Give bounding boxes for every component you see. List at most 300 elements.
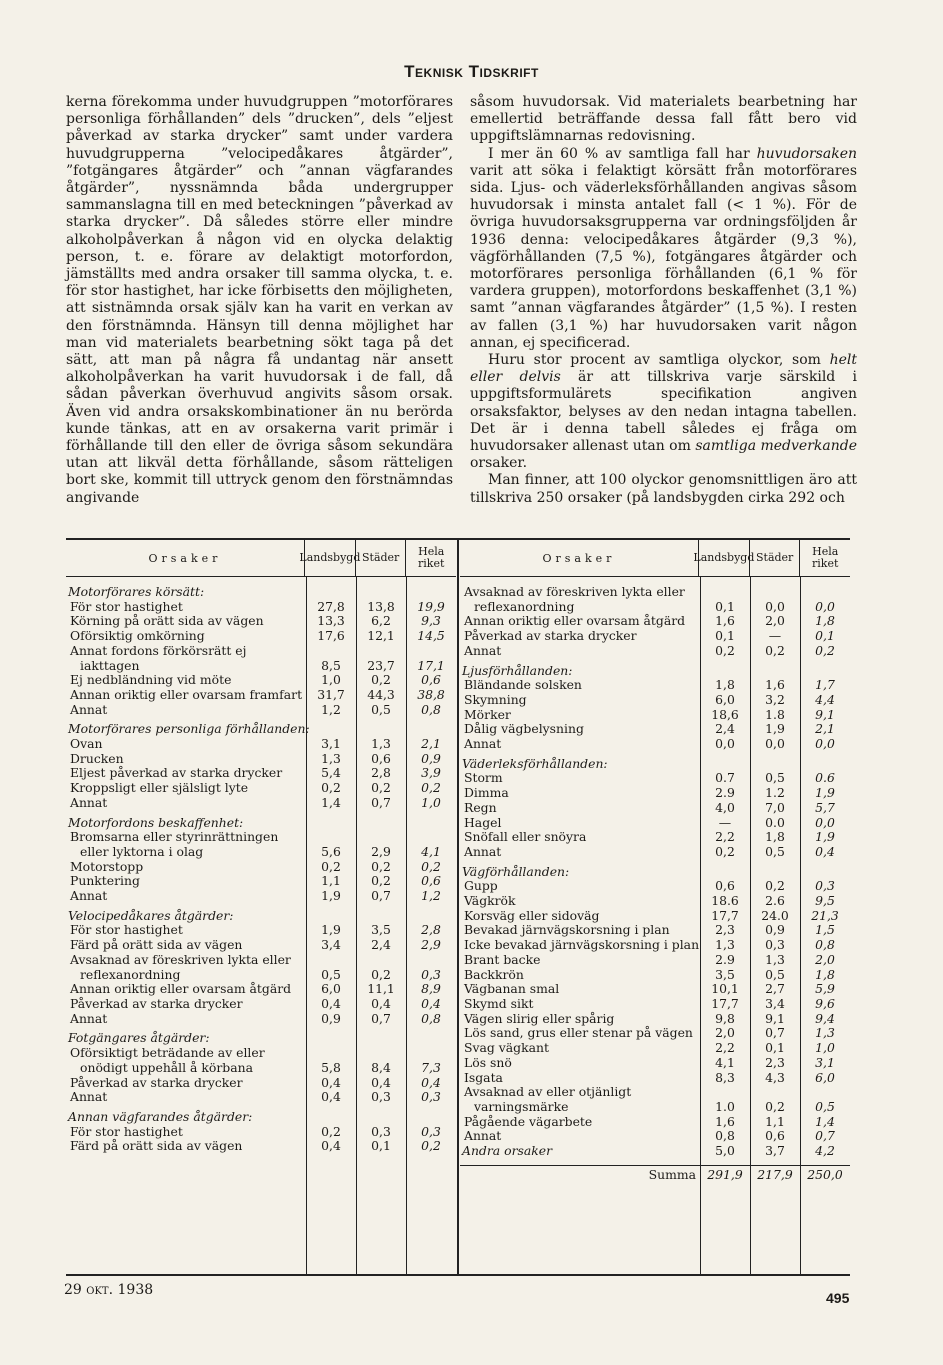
value-stader: 3,5 <box>371 922 391 938</box>
value-hela-riket: 0,1 <box>815 628 835 644</box>
value-landsbygd: 1,1 <box>321 873 341 889</box>
value-hela-riket: 0,8 <box>815 937 835 953</box>
value-hela-riket: 3,9 <box>421 765 441 781</box>
table-row <box>460 1071 850 1086</box>
value-landsbygd: 0,9 <box>321 1010 341 1026</box>
value-stader: 0,2 <box>371 858 391 874</box>
table-row <box>460 968 850 983</box>
table-row <box>66 737 456 752</box>
value-landsbygd: 1,0 <box>321 672 341 688</box>
value-hela-riket: 8,9 <box>421 981 441 997</box>
value-landsbygd: 0,0 <box>715 736 735 752</box>
cause-label: Gupp <box>464 878 498 894</box>
value-landsbygd: 0,2 <box>715 843 735 859</box>
value-landsbygd: 5,6 <box>321 843 341 859</box>
table-right-half <box>460 540 850 1274</box>
cause-label: Isgata <box>464 1069 503 1085</box>
value-hela-riket: 2,8 <box>421 922 441 938</box>
table-row <box>460 923 850 938</box>
cause-label: Annat <box>70 1089 108 1105</box>
value-hela-riket: 0,4 <box>421 1074 441 1090</box>
value-stader: 1,3 <box>765 951 785 967</box>
table-header <box>66 540 456 577</box>
value-landsbygd: 1,2 <box>321 701 341 717</box>
value-stader: 1,9 <box>765 721 785 737</box>
value-stader: 0,5 <box>765 966 785 982</box>
value-landsbygd: 0,4 <box>321 1089 341 1105</box>
table-row <box>66 1076 456 1091</box>
header-cause: Orsaker <box>66 540 305 576</box>
value-landsbygd: 17,7 <box>711 907 739 923</box>
table-row <box>66 1046 456 1075</box>
value-hela-riket: 1,8 <box>815 613 835 629</box>
value-landsbygd: 5,4 <box>321 765 341 781</box>
cause-label: Annat <box>70 794 108 810</box>
value-hela-riket: 5,9 <box>815 981 835 997</box>
value-landsbygd: 5,8 <box>321 1059 341 1075</box>
group-heading: Velocipedåkares åtgärder: <box>68 907 234 923</box>
value-stader: 2,4 <box>371 937 391 953</box>
table-row <box>460 1026 850 1041</box>
table-left-half <box>66 540 456 1274</box>
table-row <box>66 629 456 644</box>
value-hela-riket: 4,4 <box>815 691 835 707</box>
value-stader: 4,3 <box>765 1069 785 1085</box>
cause-label: Annat <box>70 701 108 717</box>
cause-label: Skymning <box>464 691 527 707</box>
value-hela-riket: 1,9 <box>815 829 835 845</box>
value-landsbygd: 0,4 <box>321 1074 341 1090</box>
value-landsbygd: 0,1 <box>715 598 735 614</box>
table-row <box>460 830 850 845</box>
value-stader: 1,1 <box>765 1113 785 1129</box>
value-landsbygd: 0,2 <box>321 780 341 796</box>
causes-table <box>66 538 850 1276</box>
value-hela-riket: 1,5 <box>815 922 835 938</box>
value-stader: 0.0 <box>765 814 785 830</box>
header-hela-riket: Hela riket <box>812 545 839 570</box>
value-stader: 9,1 <box>765 1010 785 1026</box>
table-row <box>66 688 456 703</box>
value-landsbygd: 2,0 <box>715 1025 735 1041</box>
value-hela-riket: 1,7 <box>815 677 835 693</box>
value-hela-riket: 9,4 <box>815 1010 835 1026</box>
value-landsbygd: 27,8 <box>317 598 345 614</box>
cause-label: Avsaknad av eller otjänligt varningsmärke <box>464 1084 632 1114</box>
value-stader: 12,1 <box>367 628 395 644</box>
table-row <box>66 614 456 629</box>
value-landsbygd: 8,5 <box>321 657 341 673</box>
value-landsbygd: 18.6 <box>711 893 739 909</box>
value-stader: 3,4 <box>765 995 785 1011</box>
cause-label: Snöfall eller snöyra <box>464 829 587 845</box>
cause-label: Påverkad av starka drycker <box>464 628 637 644</box>
value-landsbygd: 0,6 <box>715 878 735 894</box>
value-stader: 0,1 <box>765 1040 785 1056</box>
value-hela-riket: 0,9 <box>421 750 441 766</box>
table-row <box>66 889 456 904</box>
value-landsbygd: 3,1 <box>321 736 341 752</box>
value-hela-riket: 1,8 <box>815 966 835 982</box>
value-stader: 0,0 <box>765 598 785 614</box>
value-stader: 8,4 <box>371 1059 391 1075</box>
table-row <box>66 600 456 615</box>
value-hela-riket: 1,9 <box>815 785 835 801</box>
value-stader: 0,2 <box>371 672 391 688</box>
table-row <box>460 708 850 723</box>
paragraph: såsom huvudorsak. Vid materialets bearbetning har emellertid beträffande dessa fall fått bero vid uppgiftslämnarnas redovisning. <box>470 94 857 145</box>
value-stader: 3,7 <box>765 1143 785 1159</box>
value-hela-riket: 0,2 <box>421 1138 441 1154</box>
cause-label: Påverkad av starka drycker <box>70 1074 243 1090</box>
cause-label: Annan oriktig eller ovarsam framfart <box>70 686 303 702</box>
cause-label: Eljest påverkad av starka drycker <box>70 765 283 781</box>
value-landsbygd: 2,4 <box>715 721 735 737</box>
value-landsbygd: 2,2 <box>715 1040 735 1056</box>
cause-label: Bromsarna eller styrinrättningen eller lyktorna i olag <box>70 829 279 859</box>
value-landsbygd: 1,9 <box>321 922 341 938</box>
cause-label: Lös snö <box>464 1054 512 1070</box>
value-hela-riket: 0,8 <box>421 701 441 717</box>
table-row <box>66 1125 456 1140</box>
header-stader: Städer <box>356 540 407 576</box>
value-landsbygd: 1.0 <box>715 1098 735 1114</box>
cause-label: Annat <box>464 843 502 859</box>
table-row <box>460 982 850 997</box>
value-stader: 0,4 <box>371 1074 391 1090</box>
value-hela-riket: 0,7 <box>815 1128 835 1144</box>
value-landsbygd: 1,6 <box>715 1113 735 1129</box>
value-hela-riket: 9,1 <box>815 706 835 722</box>
value-hela-riket: 0,4 <box>815 843 835 859</box>
value-stader: 1,6 <box>765 677 785 693</box>
group-heading: Annan vägfarandes åtgärder: <box>68 1108 253 1124</box>
value-hela-riket: 9,5 <box>815 893 835 909</box>
value-stader: 0,5 <box>765 770 785 786</box>
table-row <box>460 693 850 708</box>
summa-landsbygd: 291,9 <box>707 1166 743 1182</box>
value-hela-riket: 38,8 <box>417 686 445 702</box>
value-stader: 13,8 <box>367 598 395 614</box>
paragraph: Huru stor procent av samtliga olyckor, som helt eller delvis är att tillskriva varje särskild i uppgiftsformulärets specifikation angiven orsaksfaktor, belyses av den nedan intagna tabellen. Det är i denna tabell således ej fråga om huvudorsaker allenast utan om samtliga medverkande orsaker. <box>470 352 857 472</box>
value-landsbygd: 2.9 <box>715 785 735 801</box>
cause-label: Annat <box>464 1128 502 1144</box>
value-stader: 0,2 <box>765 1098 785 1114</box>
table-row <box>460 894 850 909</box>
value-landsbygd: 1,8 <box>715 677 735 693</box>
cause-label: Färd på orätt sida av vägen <box>70 937 243 953</box>
table-row <box>66 860 456 875</box>
value-stader: 1,3 <box>371 736 391 752</box>
cause-label: Punktering <box>70 873 140 889</box>
table-row <box>66 673 456 688</box>
table-row <box>460 1085 850 1114</box>
value-landsbygd: 18,6 <box>711 706 739 722</box>
value-hela-riket: 1,0 <box>421 794 441 810</box>
value-hela-riket: 0,8 <box>421 1010 441 1026</box>
cause-label: Annat <box>70 888 108 904</box>
cause-label: Vägen slirig eller spårig <box>464 1010 615 1026</box>
value-landsbygd: 6,0 <box>321 981 341 997</box>
cause-label: Dimma <box>464 785 509 801</box>
value-hela-riket: 0,0 <box>815 814 835 830</box>
value-landsbygd: 1,4 <box>321 794 341 810</box>
table-row <box>460 1115 850 1130</box>
value-stader: 2,8 <box>371 765 391 781</box>
group-heading: Motorförares personliga förhållanden: <box>68 721 310 737</box>
table-row <box>66 703 456 718</box>
cause-label: Annat fordons förkörsrätt ej iakttagen <box>70 642 247 673</box>
value-stader: 0,9 <box>765 922 785 938</box>
value-landsbygd: 17,7 <box>711 995 739 1011</box>
value-stader: 7,0 <box>765 799 785 815</box>
value-hela-riket: 4,2 <box>815 1143 835 1159</box>
table-row <box>66 752 456 767</box>
cause-label: Brant backe <box>464 951 541 967</box>
table-row <box>460 1129 850 1144</box>
paragraph: Man finner, att 100 olyckor genomsnittligen äro att tillskriva 250 orsaker (på landsbygden cirka 292 och <box>470 472 857 506</box>
table-row <box>66 796 456 811</box>
table-row <box>66 644 456 673</box>
table-body-left <box>66 577 456 1154</box>
value-stader: 23,7 <box>367 657 395 673</box>
group-heading: Vägförhållanden: <box>462 863 570 879</box>
cause-label: Andra orsaker <box>462 1143 553 1159</box>
header-landsbygd: Landsbygd <box>699 540 750 576</box>
table-row <box>460 614 850 629</box>
value-landsbygd: 13,3 <box>317 613 345 629</box>
value-landsbygd: 4,0 <box>715 799 735 815</box>
value-landsbygd: 9,8 <box>715 1010 735 1026</box>
value-landsbygd: 5,0 <box>715 1143 735 1159</box>
table-row <box>460 737 850 752</box>
cause-label: Hagel <box>464 814 502 830</box>
value-stader: 1,8 <box>765 829 785 845</box>
value-stader: 0,0 <box>765 736 785 752</box>
cause-label: Skymd sikt <box>464 995 534 1011</box>
value-hela-riket: 1,0 <box>815 1040 835 1056</box>
cause-label: Avsaknad av föreskriven lykta eller reflexanordning <box>70 951 291 982</box>
value-landsbygd: 1,3 <box>321 750 341 766</box>
value-stader: 2,0 <box>765 613 785 629</box>
value-hela-riket: 0,2 <box>421 780 441 796</box>
value-hela-riket: 0,0 <box>815 736 835 752</box>
value-landsbygd: 3,4 <box>321 937 341 953</box>
value-hela-riket: 2,9 <box>421 937 441 953</box>
cause-label: Oförsiktig omkörning <box>70 628 205 644</box>
header-hela-riket: Hela riket <box>418 545 445 570</box>
table-row <box>460 1041 850 1056</box>
cause-label: För stor hastighet <box>70 598 183 614</box>
value-hela-riket: 4,1 <box>421 843 441 859</box>
summa-row <box>460 1165 850 1183</box>
value-landsbygd: 0,8 <box>715 1128 735 1144</box>
table-row <box>66 923 456 938</box>
value-landsbygd: 2.9 <box>715 951 735 967</box>
value-landsbygd: 10,1 <box>711 981 739 997</box>
value-stader: 2,3 <box>765 1054 785 1070</box>
group-heading: Fotgängares åtgärder: <box>68 1030 210 1046</box>
cause-label: Annan oriktig eller ovarsam åtgärd <box>464 613 686 629</box>
table-row <box>460 953 850 968</box>
value-hela-riket: 5,7 <box>815 799 835 815</box>
value-stader: 0,7 <box>371 888 391 904</box>
cause-label: Drucken <box>70 750 124 766</box>
cause-label: Icke bevakad järnvägskorsning i plan <box>464 937 700 953</box>
cause-label: Påverkad av starka drycker <box>70 995 243 1011</box>
value-landsbygd: 0,4 <box>321 995 341 1011</box>
value-hela-riket: 0,4 <box>421 995 441 1011</box>
value-hela-riket: 0,0 <box>815 598 835 614</box>
value-stader: 0,6 <box>371 750 391 766</box>
value-stader: 0,1 <box>371 1138 391 1154</box>
value-landsbygd: 0,4 <box>321 1138 341 1154</box>
value-stader: 0,2 <box>765 642 785 658</box>
value-hela-riket: 14,5 <box>417 628 445 644</box>
cause-label: Ovan <box>70 736 103 752</box>
page-number: 495 <box>826 1290 850 1306</box>
table-row <box>66 830 456 859</box>
value-stader: 2,7 <box>765 981 785 997</box>
paragraph: I mer än 60 % av samtliga fall har huvudorsaken varit att söka i felaktigt körsätt från motorförares sida. Ljus- och väderleksförhållanden angivas såsom huvudorsak i minsta antalet fall (< 1 %). För de övriga huvudorsaksgrupperna var ordningsföljden år 1936 denna: velocipedåkares åtgärder (9,3 %), vägförhållanden (7,5 %), fotgängares åtgärder och motorförares personliga förhållanden (6,1 % för vardera gruppen), motorfordons beskaffenhet (3,1 %) samt ”annan vägfarandes åtgärder” (1,5 %). I resten av fallen (3,1 %) har huvudorsaken varit någon annan, ej specificerad. <box>470 145 857 351</box>
value-stader: 2.6 <box>765 893 785 909</box>
table-row <box>66 1139 456 1154</box>
value-landsbygd: 3,5 <box>715 966 735 982</box>
cause-label: Korsväg eller sidoväg <box>464 907 600 923</box>
value-stader: 0,2 <box>371 780 391 796</box>
table-row <box>460 909 850 924</box>
cause-label: Avsaknad av föreskriven lykta eller reflexanordning <box>464 584 685 614</box>
value-hela-riket: 0,2 <box>815 642 835 658</box>
table-row <box>460 938 850 953</box>
cause-label: Vägkrök <box>464 893 516 909</box>
value-landsbygd: 1,6 <box>715 613 735 629</box>
cause-label: Kroppsligt eller själsligt lyte <box>70 780 249 796</box>
value-stader: 0,7 <box>371 1010 391 1026</box>
cause-label: Annat <box>464 642 502 658</box>
value-stader: 0,6 <box>765 1128 785 1144</box>
value-hela-riket: 7,3 <box>421 1059 441 1075</box>
value-hela-riket: 17,1 <box>417 657 445 673</box>
cause-label: Pågående vägarbete <box>464 1113 593 1129</box>
table-row <box>66 1012 456 1027</box>
value-stader: 0,2 <box>371 873 391 889</box>
value-stader: 0,2 <box>371 966 391 982</box>
table-header <box>460 540 850 577</box>
group-heading: Motorfordons beskaffenhet: <box>68 814 244 830</box>
value-stader: 2,9 <box>371 843 391 859</box>
issue-date: 29 okt. 1938 <box>64 1282 154 1298</box>
cause-label: Oförsiktigt beträdande av eller onödigt uppehåll å körbana <box>70 1045 265 1075</box>
cause-label: Svag vägkant <box>464 1040 549 1056</box>
cause-label: Lös sand, grus eller stenar på vägen <box>464 1025 693 1041</box>
group-heading: Motorförares körsätt: <box>68 584 205 599</box>
cause-label: Storm <box>464 770 503 786</box>
cause-label: Annat <box>464 736 502 752</box>
cause-label: Annat <box>70 1010 108 1026</box>
table-row <box>66 982 456 997</box>
table-row <box>460 816 850 831</box>
value-hela-riket: 0.6 <box>815 770 835 786</box>
header-stader: Städer <box>750 540 801 576</box>
table-row <box>66 938 456 953</box>
value-hela-riket: 1,3 <box>815 1025 835 1041</box>
value-hela-riket: 6,0 <box>815 1069 835 1085</box>
value-landsbygd: 0,2 <box>715 642 735 658</box>
value-stader: 0,3 <box>371 1123 391 1139</box>
header-cause: Orsaker <box>460 540 699 576</box>
value-hela-riket: 0,6 <box>421 873 441 889</box>
cause-label: Annan oriktig eller ovarsam åtgärd <box>70 981 292 997</box>
value-landsbygd: — <box>718 814 732 830</box>
value-stader: 6,2 <box>371 613 391 629</box>
value-stader: 0,2 <box>765 878 785 894</box>
table-row <box>460 678 850 693</box>
value-hela-riket: 0,3 <box>815 878 835 894</box>
table-row <box>460 1056 850 1071</box>
summa-label: Summa <box>648 1166 696 1182</box>
table-row <box>66 953 456 982</box>
cause-label: Bländande solsken <box>464 677 582 693</box>
table-row <box>460 997 850 1012</box>
value-landsbygd: 0.7 <box>715 770 735 786</box>
table-body-right <box>460 577 850 1182</box>
value-hela-riket: 0,3 <box>421 1089 441 1105</box>
header-landsbygd: Landsbygd <box>305 540 356 576</box>
value-stader: — <box>768 628 782 644</box>
cause-label: Vägbanan smal <box>464 981 560 997</box>
value-stader: 0,7 <box>765 1025 785 1041</box>
value-hela-riket: 21,3 <box>811 907 839 923</box>
table-row <box>460 585 850 614</box>
table-row <box>460 722 850 737</box>
value-stader: 1.8 <box>765 706 785 722</box>
value-landsbygd: 4,1 <box>715 1054 735 1070</box>
table-row <box>460 879 850 894</box>
value-landsbygd: 1,3 <box>715 937 735 953</box>
table-row <box>460 771 850 786</box>
table-row <box>460 1144 850 1159</box>
value-stader: 0,7 <box>371 794 391 810</box>
table-row <box>460 801 850 816</box>
value-landsbygd: 6,0 <box>715 691 735 707</box>
value-hela-riket: 2,1 <box>815 721 835 737</box>
journal-header: Teknisk Tidskrift <box>404 62 539 81</box>
value-hela-riket: 9,3 <box>421 613 441 629</box>
value-stader: 0,3 <box>371 1089 391 1105</box>
group-heading: Ljusförhållanden: <box>462 662 573 678</box>
value-hela-riket: 19,9 <box>417 598 445 614</box>
table-row <box>66 997 456 1012</box>
cause-label: För stor hastighet <box>70 922 183 938</box>
value-stader: 3,2 <box>765 691 785 707</box>
value-landsbygd: 0,2 <box>321 858 341 874</box>
table-row <box>66 874 456 889</box>
text-column-right <box>470 94 857 507</box>
paragraph: kerna förekomma under huvudgruppen ”motorförares personliga förhållanden” dels ”drucken”, dels ”eljest påverkad av starka drycker” samt under vardera huvudgrupperna ”velocipedåkares åtgärder”, ”fotgängares åtgärder” och ”annan vägfarandes åtgärder”, nyssnämnda båda undergrupper sammanslagna till en med beteckningen ”påverkad av starka drycker”. Då således större eller mindre alkoholpåverkan å någon vid en olycka delaktig person, t. e. förare av delaktigt motorfordon, jämställts med andra orsaker till samma olycka, t. e. för stor hastighet, har icke förbisetts den möjligheten, att sistnämnda orsak själv kan ha varit en verkan av den förstnämnda. Hänsyn till denna möjlighet har man vid materialets bearbetning sökt taga på det sätt, att man på några få undantag när ansett alkoholpåverkan ha varit huvudorsak i de fall, då sådan påverkan överhuvud angivits såsom orsak. Även vid andra orsakskombinationer än nu berörda kunde tänkas, att en av orsakerna varit primär i förhållande till den eller de övriga såsom sekundära utan att likväl detta förhållande, såsom rätteligen bort ske, kommit till uttryck genom den förstnämndas angivande <box>66 94 453 506</box>
value-hela-riket: 0,3 <box>421 966 441 982</box>
table-row <box>460 644 850 659</box>
table-row <box>460 786 850 801</box>
text-column-left <box>66 94 453 507</box>
table-row <box>66 766 456 781</box>
value-landsbygd: 8,3 <box>715 1069 735 1085</box>
table-row <box>66 781 456 796</box>
cause-label: Dålig vägbelysning <box>464 721 584 737</box>
cause-label: Färd på orätt sida av vägen <box>70 1138 243 1154</box>
value-stader: 11,1 <box>367 981 395 997</box>
value-landsbygd: 31,7 <box>317 686 345 702</box>
